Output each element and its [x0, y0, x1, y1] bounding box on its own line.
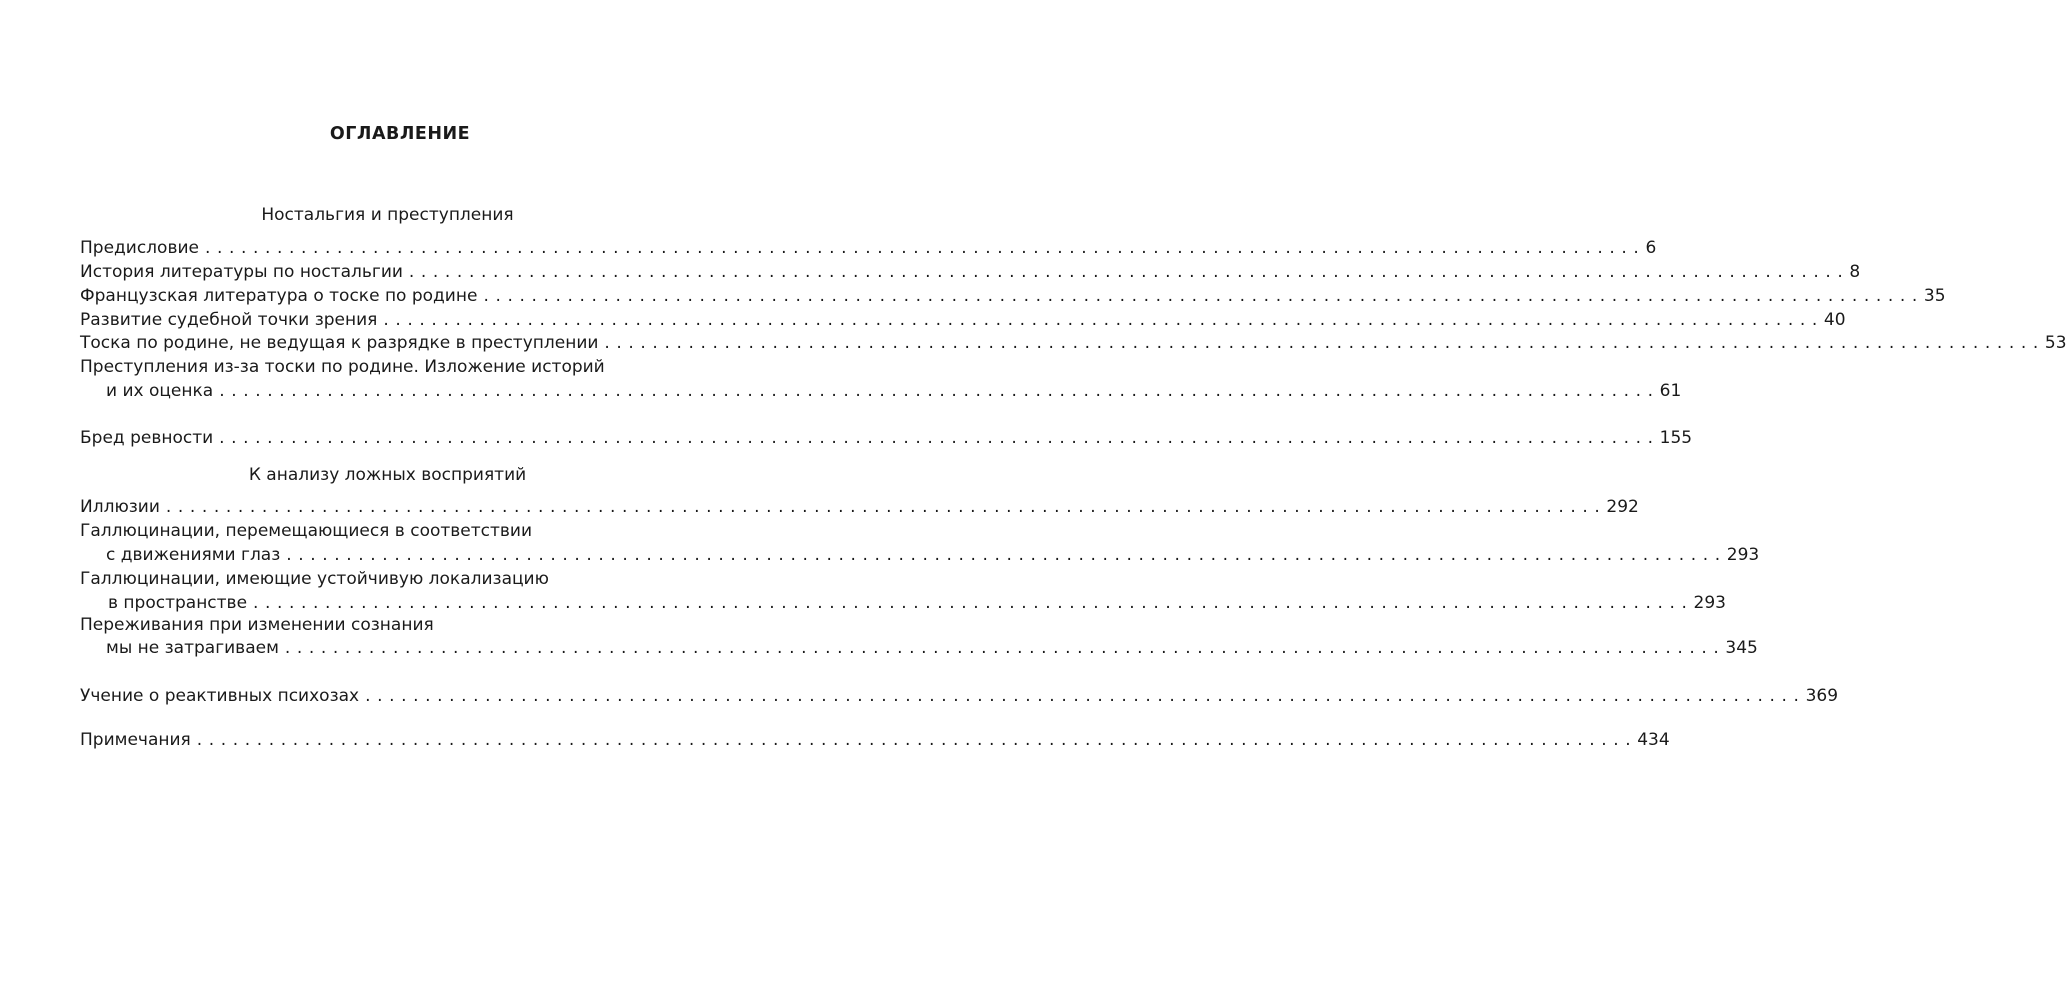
toc-entry-hallucinations-eyes-line1[interactable]: Галлюцинации, перемещающиеся в соответствии — [80, 521, 533, 541]
dot-leader: ........................................................................................................................ — [253, 593, 1694, 613]
dot-leader: ........................................................................................................................ — [165, 497, 1607, 517]
toc-entry-title: Учение о реактивных психозах — [80, 686, 360, 706]
toc-entry-title: Иллюзии — [80, 497, 160, 517]
dot-leader: ........................................................................................................................ — [204, 238, 1646, 258]
toc-entry-jealousy-delusion[interactable] — [80, 426, 1693, 450]
toc-entry-homesickness-no-crime[interactable] — [80, 331, 2067, 355]
toc-entry-hallucinations-eyes[interactable] — [80, 543, 1760, 567]
toc-entry-page: 6 — [1645, 238, 1657, 258]
toc-entry-title: Французская литература о тоске по родине — [80, 286, 478, 306]
toc-entry-title: Тоска по родине, не ведущая к разрядке в преступлении — [80, 333, 599, 353]
toc-entry-page: 293 — [1726, 545, 1760, 565]
toc-entry-title: мы не затрагиваем — [106, 638, 279, 658]
dot-leader: ........................................................................................................................ — [219, 381, 1660, 401]
dot-leader: ........................................................................................................................ — [284, 638, 1726, 658]
dot-leader: ........................................................................................................................ — [604, 333, 2045, 353]
toc-entry-hallucinations-space[interactable] — [80, 591, 1726, 615]
dot-leader: ........................................................................................................................ — [483, 286, 1924, 306]
toc-entry-page: 8 — [1849, 262, 1861, 282]
toc-entry-consciousness[interactable] — [80, 636, 1758, 660]
toc-entry-title: Развитие судебной точки зрения — [80, 310, 378, 330]
toc-entry-title: Предисловие — [80, 238, 199, 258]
toc-entry-page: 155 — [1659, 428, 1693, 448]
toc-entry-hallucinations-space-line1[interactable]: Галлюцинации, имеющие устойчивую локализацию — [80, 569, 549, 589]
toc-entry-page: 292 — [1606, 497, 1639, 517]
dot-leader: ........................................................................................................................ — [383, 310, 1824, 330]
toc-entry-literature-history[interactable] — [80, 260, 1861, 284]
toc-entry-page: 53 — [2044, 333, 2067, 353]
dot-leader: ........................................................................................................................ — [408, 262, 1850, 282]
toc-entry-page: 434 — [1637, 730, 1670, 750]
toc-entry-french-literature[interactable] — [80, 284, 1946, 308]
toc-entry-page: 61 — [1659, 381, 1682, 401]
toc-entry-reactive-psychoses[interactable] — [80, 684, 1839, 708]
toc-entry-page: 293 — [1693, 593, 1726, 613]
toc-entry-consciousness-line1[interactable]: Переживания при изменении сознания — [80, 615, 434, 635]
toc-entry-notes[interactable] — [80, 728, 1670, 752]
dot-leader: ........................................................................................................................ — [286, 545, 1727, 565]
dot-leader: ........................................................................................................................ — [365, 686, 1806, 706]
toc-entry-title: в пространстве — [108, 593, 248, 613]
dot-leader: ........................................................................................................................ — [196, 730, 1638, 750]
section-heading-false-perceptions: К анализу ложных восприятий — [248, 465, 527, 485]
dot-leader: ........................................................................................................................ — [219, 428, 1660, 448]
toc-entry-title: История литературы по ностальгии — [80, 262, 403, 282]
toc-entry-page: 345 — [1725, 638, 1758, 658]
toc-entry-page: 35 — [1923, 286, 1946, 306]
toc-entry-page: 369 — [1805, 686, 1839, 706]
toc-entry-page: 40 — [1823, 310, 1846, 330]
toc-entry-preface[interactable] — [80, 236, 1657, 260]
toc-entry-title: Примечания — [80, 730, 191, 750]
toc-entry-title: с движениями глаз — [106, 545, 281, 565]
toc-entry-crimes[interactable] — [80, 379, 1682, 403]
page-title: ОГЛАВЛЕНИЕ — [329, 124, 471, 144]
toc-entry-title: и их оценка — [106, 381, 214, 401]
toc-entry-title: Бред ревности — [80, 428, 214, 448]
toc-entry-crimes-line1[interactable]: Преступления из-за тоски по родине. Изложение историй — [80, 357, 605, 377]
toc-entry-illusions[interactable] — [80, 495, 1639, 519]
section-heading-nostalgia: Ностальгия и преступления — [261, 205, 514, 225]
toc-entry-forensic-view[interactable] — [80, 308, 1846, 332]
